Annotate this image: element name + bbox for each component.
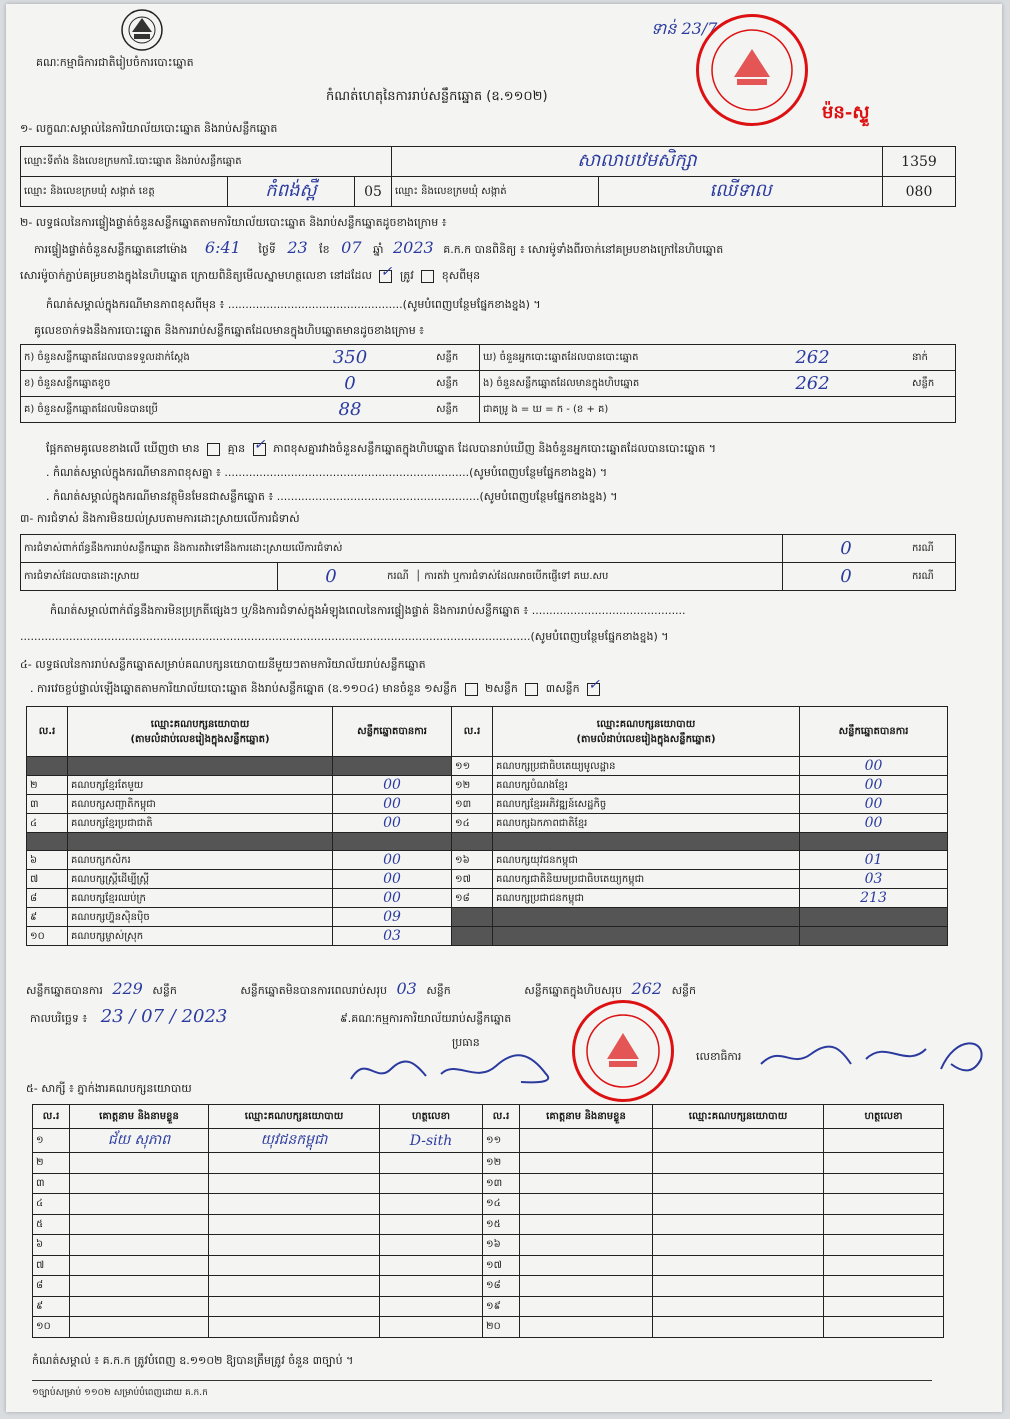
w-col-sign-left: ហត្ថលេខា: [380, 1105, 483, 1129]
table-row: [33, 1276, 944, 1297]
party-no: ១៨: [452, 889, 493, 908]
objection-r2-case2: ករណី: [909, 563, 956, 591]
witness-name: [70, 1235, 209, 1256]
witness-name: [70, 1255, 209, 1276]
witness-party: [209, 1153, 380, 1174]
no-label: ខុសពីមុន: [441, 269, 481, 282]
party-no: [27, 833, 68, 851]
party-no: ១៧: [452, 870, 493, 889]
witness-party: [653, 1296, 824, 1317]
party-no: ១៦: [452, 851, 493, 870]
packing-2: ២សន្លឹក: [485, 682, 518, 695]
table-row: [27, 776, 948, 795]
count-d-unit: នាក់: [909, 345, 956, 371]
col-party-right-sub: (តាមលំដាប់លេខរៀងក្នុងសន្លឹកឆ្នោត): [576, 733, 716, 745]
section2-line3: កំណត់សម្គាល់ក្នុងករណីមានភាពខុសពីមុន ៖ ..................................................(សូមបំពេញបន្ថែមផ្នែកខាងខ្នង) ។: [46, 298, 541, 311]
witness-no: ៣: [33, 1173, 70, 1194]
party-name: គណបក្សខ្មែរអភិវឌ្ឍន៍សេដ្ឋកិច្ច: [493, 795, 800, 814]
checkbox-1-sheet[interactable]: [465, 683, 478, 696]
table-row: [33, 1173, 944, 1194]
party-votes: 00: [333, 795, 452, 814]
party-votes: 00: [800, 795, 948, 814]
objection-r2-label2: ករណី │ ការតវ៉ា ឬការជំទាស់ដែលអាចបើកផ្ញើទៅ គឃ.សប: [384, 563, 783, 591]
w-col-sign-right: ហត្ថលេខា: [824, 1105, 944, 1129]
party-no: [27, 757, 68, 776]
compare-b: គ្មាន: [227, 442, 246, 455]
section1-table: [20, 146, 956, 207]
org-name: គណៈកម្មាធិការជាតិរៀបចំការបោះឆ្នោត: [36, 56, 194, 69]
packing-3: ៣សន្លឹក: [545, 682, 580, 695]
checkbox-3-sheets[interactable]: ✓: [587, 683, 600, 696]
note1: . កំណត់សម្គាល់ក្នុងករណីមានភាពខុសគ្នា ៖ ......................................................................(សូមបំពេញបន្ថែមផ្នែកខាងខ្នង) ។: [46, 466, 608, 479]
section2-line4: គូលេខចាក់ទងនឹងការបោះឆ្នោត និងការរាប់សន្លឹកឆ្នោតដែលមានក្នុងហិបឆ្នោតមានដូចខាងក្រោម ៖: [34, 324, 425, 337]
witness-party: [653, 1235, 824, 1256]
count-a-value: 350: [267, 345, 433, 371]
invalid-value: 03: [396, 979, 417, 998]
party-votes: 00: [333, 870, 452, 889]
w-col-name-left: គោត្តនាម និងនាមខ្លួន: [70, 1105, 209, 1129]
party-no: ៩: [27, 908, 68, 927]
section3-title: ៣- ការជំទាស់ និងការមិនយល់ស្របតាមការដោះស្រាយលើការជំទាស់: [20, 512, 300, 525]
objection-r2-case: ករណី: [387, 571, 409, 582]
compare-line: [46, 436, 716, 456]
w-col-party-left: ឈ្មោះគណបក្សនយោបាយ: [209, 1105, 380, 1129]
witness-signature: [824, 1317, 944, 1338]
valid-value: 229: [112, 979, 143, 998]
party-no: ៨: [27, 889, 68, 908]
witness-signature: [824, 1153, 944, 1174]
col-party-left-sub: (តាមលំដាប់លេខរៀងក្នុងសន្លឹកឆ្នោត): [130, 733, 270, 745]
witness-no: ១១: [483, 1129, 520, 1153]
witness-signature: [380, 1255, 483, 1276]
results-table: [26, 706, 948, 946]
witness-signature: [824, 1235, 944, 1256]
count-b-label: ខ) ចំនួនសន្លឹកឆ្នោតខូច: [21, 371, 268, 397]
party-votes: 03: [333, 927, 452, 946]
w-col-no-right: ល.រ: [483, 1105, 520, 1129]
col-party-left: [68, 707, 333, 757]
row2-code: 05: [355, 177, 392, 207]
witness-signature: [380, 1317, 483, 1338]
totals-line: [26, 979, 697, 998]
chair-label: ប្រធាន: [452, 1036, 480, 1049]
row2-label: ឈ្មោះ និងលេខក្រមឃុំ សង្កាត់ ខេត្ត: [21, 177, 228, 207]
witness-party: [209, 1235, 380, 1256]
party-no: ៦: [27, 851, 68, 870]
valid-label: សន្លឹកឆ្នោតបានការ: [26, 984, 103, 997]
witness-party: [209, 1276, 380, 1297]
witness-name: [520, 1317, 653, 1338]
party-name: គណបក្សឯកភាពជាតិខ្មែរ: [493, 814, 800, 833]
party-stamp-label: ម៉ន-ស្ទួ: [822, 102, 870, 123]
witness-party: [653, 1194, 824, 1215]
table-row: [27, 757, 948, 776]
party-no: ៧: [27, 870, 68, 889]
packing-line: [30, 676, 604, 696]
yes-label: ត្រូវ: [399, 269, 414, 282]
committee-seal: [572, 1000, 674, 1102]
party-name: គណបក្សកសិករ: [68, 851, 333, 870]
witness-no: ២: [33, 1153, 70, 1174]
table-row: [33, 1317, 944, 1338]
party-votes: [800, 908, 948, 927]
note2: . កំណត់សម្គាល់ក្នុងករណីមានវត្ថុមិនមែនជាសន្លឹកឆ្នោត ៖ ..........................................................(សូមបំពេញបន្ថែមផ្នែកខាងខ្នង) ។: [46, 490, 618, 503]
witness-name: [70, 1173, 209, 1194]
party-no: ៣: [27, 795, 68, 814]
witness-signature: [380, 1153, 483, 1174]
line2-text: សោរម៉ូចាក់ភ្ជាប់គម្របខាងក្នុងនៃហិបឆ្នោត ក្រោយពិនិត្យមើលស្នាមហត្ថលេខា នៅដដែល: [20, 269, 372, 282]
witness-body: [33, 1129, 944, 1338]
stamp-note: ទាន់ 23/7: [651, 19, 718, 38]
counts-table: [20, 344, 956, 423]
party-name: [493, 833, 800, 851]
checkbox-different[interactable]: [421, 270, 434, 283]
witness-no: ៦: [33, 1235, 70, 1256]
day-label: ថ្ងៃទី: [258, 243, 276, 256]
party-votes: 213: [800, 889, 948, 908]
count-a-label: ក) ចំនួនសន្លឹកឆ្នោតដែលបានទទួលដាក់ស្ដែង: [21, 345, 268, 371]
party-votes: 03: [800, 870, 948, 889]
table-row: [33, 1255, 944, 1276]
witness-signature: [380, 1276, 483, 1297]
party-no: ១២: [452, 776, 493, 795]
table-row: [27, 908, 948, 927]
count-c-value: 88: [267, 397, 433, 423]
section1-title: ១- លក្ខណៈសម្គាល់នៃការិយាល័យបោះឆ្នោត និងរាប់សន្លឹកឆ្នោត: [20, 122, 278, 135]
witness-name: [70, 1194, 209, 1215]
table-row: [27, 833, 948, 851]
row2-value2: ឈើទាល: [599, 177, 883, 207]
witness-no: ១២: [483, 1153, 520, 1174]
party-votes: 00: [333, 814, 452, 833]
party-no: [452, 927, 493, 946]
section4-title: ៤- លទ្ធផលនៃការរាប់សន្លឹកឆ្នោតសម្រាប់គណបក្សនយោបាយនីមួយៗតាមការិយាល័យរាប់សន្លឹកឆ្នោត: [20, 658, 426, 671]
witness-signature: [824, 1255, 944, 1276]
committee-label: ៩.គណៈកម្មការការិយាល័យរាប់សន្លឹកឆ្នោត: [340, 1012, 512, 1025]
party-no: ១០: [27, 927, 68, 946]
objection-r2-value: 0: [278, 563, 385, 591]
date-value: 23 / 07 / 2023: [100, 1006, 228, 1027]
witness-name: [520, 1214, 653, 1235]
col-votes-left: សន្លឹកឆ្នោតបានការ: [333, 707, 452, 757]
row2-label2: ឈ្មោះ និងលេខក្រមឃុំ សង្កាត់: [392, 177, 599, 207]
section2-title: ២- លទ្ធផលនៃការផ្ទៀងផ្ទាត់ចំនួនសន្លឹកឆ្នោតតាមការិយាល័យបោះឆ្នោត និងរាប់សន្លឹកឆ្នោតដូចខាងក្រោម ៖: [20, 216, 447, 229]
party-votes: 09: [333, 908, 452, 927]
witness-table: [32, 1104, 944, 1338]
check-year: 2023: [393, 238, 434, 257]
party-name: គណបក្សប្រជាជនកម្ពុជា: [493, 889, 800, 908]
witness-signature: [380, 1173, 483, 1194]
witness-party: យុវជនកម្ពុជា: [209, 1129, 380, 1153]
secretary-signature: [756, 1024, 996, 1088]
compare-c: ភាពខុសគ្នារវាងចំនួនសន្លឹកឆ្នោតក្នុងហិបឆ្នោត ដែលបានរាប់ឃើញ និងចំនួនអ្នកបោះឆ្នោតដែលបានបោះឆ្នោត ។: [273, 442, 716, 455]
total-value: 262: [631, 979, 663, 998]
party-votes: 00: [333, 851, 452, 870]
party-name: [493, 908, 800, 927]
witness-no: ១៩: [483, 1296, 520, 1317]
objection-r2-label2-text: ការតវ៉ា ឬការជំទាស់ដែលអាចបើកផ្ញើទៅ គឃ.សប: [424, 571, 609, 582]
check-day: 23: [287, 238, 308, 257]
w-col-party-right: ឈ្មោះគណបក្សនយោបាយ: [653, 1105, 824, 1129]
party-no: [452, 908, 493, 927]
witness-name: [520, 1276, 653, 1297]
form-page: [6, 4, 1002, 1412]
row2-value: កំពង់ស្ពឺ: [228, 177, 355, 207]
party-name: គណបក្សជាតិនិយមប្រជាធិបតេយ្យកម្ពុជា: [493, 870, 800, 889]
witness-name: [520, 1296, 653, 1317]
objection-table: [20, 534, 956, 591]
witness-party: [209, 1194, 380, 1215]
witness-signature: [824, 1194, 944, 1215]
party-no: ១៣: [452, 795, 493, 814]
secretary-label: លេខាធិការ: [696, 1050, 742, 1063]
section2-line1: [34, 238, 724, 257]
col-no-left: ល.រ: [27, 707, 68, 757]
table-row: [33, 1194, 944, 1215]
witness-party: [653, 1153, 824, 1174]
witness-party: [209, 1255, 380, 1276]
col-party-right-title: ឈ្មោះគណបក្សនយោបាយ: [596, 718, 696, 730]
party-name: គណបក្សសញ្ជាតិកម្ពុជា: [68, 795, 333, 814]
col-party-left-title: ឈ្មោះគណបក្សនយោបាយ: [150, 718, 250, 730]
section5-title: ៥- សាក្សី ៖ ភ្នាក់ងារគណបក្សនយោបាយ: [26, 1082, 192, 1095]
witness-no: ១៦: [483, 1235, 520, 1256]
witness-party: [209, 1214, 380, 1235]
witness-no: ៨: [33, 1276, 70, 1297]
party-no: ១៤: [452, 814, 493, 833]
witness-signature: [824, 1214, 944, 1235]
party-name: គណបក្សខ្មែរប្រជាជាតិ: [68, 814, 333, 833]
witness-no: ១៣: [483, 1173, 520, 1194]
row1-code: 1359: [883, 147, 956, 177]
row1-value: សាលាបឋមសិក្សា: [392, 147, 883, 177]
table-row: [33, 1214, 944, 1235]
party-name: គណបក្សម្ចាស់ស្រុក: [68, 927, 333, 946]
witness-name: [520, 1153, 653, 1174]
count-a-unit: សន្លឹក: [433, 345, 480, 371]
party-name: [493, 927, 800, 946]
witness-no: ២០: [483, 1317, 520, 1338]
checkbox-has-diff[interactable]: [207, 443, 220, 456]
witness-party: [653, 1129, 824, 1153]
objection-r2-label: ការជំទាស់ដែលបានដោះស្រាយ: [21, 563, 278, 591]
count-c-unit: សន្លឹក: [433, 397, 480, 423]
witness-signature: [380, 1235, 483, 1256]
count-d-value: 262: [716, 345, 909, 371]
table-row: [27, 851, 948, 870]
chair-signature: [346, 1044, 566, 1098]
table-row: [27, 889, 948, 908]
witness-party: [209, 1296, 380, 1317]
check-time-label: ការផ្ទៀងផ្ទាត់ចំនួនសន្លឹកឆ្នោតនៅម៉ោង: [34, 243, 188, 256]
witness-no: ៥: [33, 1214, 70, 1235]
witness-signature: [824, 1129, 944, 1153]
w-col-name-right: គោត្តនាម និងនាមខ្លួន: [520, 1105, 653, 1129]
objection-r1-value: 0: [783, 535, 910, 563]
year-label: ឆ្នាំ: [373, 243, 384, 256]
table-row: [33, 1153, 944, 1174]
checkbox-no-diff[interactable]: ✓: [253, 443, 266, 456]
date-line: [30, 1006, 228, 1027]
results-body: [27, 757, 948, 946]
total-unit: សន្លឹក: [671, 984, 697, 997]
witness-no: ១: [33, 1129, 70, 1153]
witness-signature: [380, 1194, 483, 1215]
checkbox-2-sheets[interactable]: [525, 683, 538, 696]
row1-label: ឈ្មោះទីតាំង និងលេខក្រមការិ.បោះឆ្នោត និងរាប់សន្លឹកឆ្នោត: [21, 147, 392, 177]
party-name: គណបក្សខ្មែរឈប់ក្រ: [68, 889, 333, 908]
official-seal: [696, 14, 808, 126]
party-no: ២: [27, 776, 68, 795]
witness-no: ១៥: [483, 1214, 520, 1235]
party-votes: 01: [800, 851, 948, 870]
witness-name: [520, 1129, 653, 1153]
col-party-right: [493, 707, 800, 757]
witness-name: [520, 1235, 653, 1256]
packing-text: . ការវេចខ្ចប់ផ្ទាល់ឡើងឆ្នោតតាមការិយាល័យបោះឆ្នោត និងរាប់សន្លឹកឆ្នោត (ឧ.១១០៤) មានចំនួន ១សន្លឹក: [30, 682, 458, 695]
witness-party: [653, 1214, 824, 1235]
witness-no: ១៨: [483, 1276, 520, 1297]
col-votes-right: សន្លឹកឆ្នោតបានការ: [800, 707, 948, 757]
objection-r1-case: ករណី: [909, 535, 956, 563]
table-row: [27, 814, 948, 833]
check-time: 6:41: [204, 238, 241, 257]
table-row: [33, 1129, 944, 1153]
witness-party: [653, 1317, 824, 1338]
party-name: គណបក្សខ្មែរតែមួយ: [68, 776, 333, 795]
date-label: កាលបរិច្ឆេទ ៖: [30, 1012, 88, 1025]
party-name: គណបក្សយុវជនកម្ពុជា: [493, 851, 800, 870]
section3-note: កំណត់សម្គាល់ពាក់ព័ន្ធនឹងការមិនប្រក្រតីផ្សេងៗ ឬ/និងការជំទាស់ក្នុងអំឡុងពេលនៃការផ្ទៀងផ្ទាត់ និងការរាប់សន្លឹកឆ្នោត ៖ ............................................: [50, 604, 686, 617]
form-title: កំណត់ហេតុនៃការរាប់សន្លឹកឆ្នោត (ឧ.១១០២): [326, 89, 548, 104]
witness-no: ៩: [33, 1296, 70, 1317]
formula: ជាគម្រូ ង = ឃ = ក - (ខ + គ): [480, 397, 956, 423]
row2-code2: 080: [883, 177, 956, 207]
count-e-label: ង) ចំនួនសន្លឹកឆ្នោតដែលមានក្នុងហិបឆ្នោត: [480, 371, 717, 397]
party-name: គណបក្សស្ត្រីដើម្បីស្ត្រី: [68, 870, 333, 889]
checkbox-same[interactable]: ✓: [379, 270, 392, 283]
count-b-value: 0: [267, 371, 433, 397]
valid-unit: សន្លឹក: [152, 984, 177, 997]
table-row: [33, 1235, 944, 1256]
party-votes: 00: [333, 776, 452, 795]
party-name: គណបក្សប្រជាធិបតេយ្យមូលដ្ឋាន: [493, 757, 800, 776]
witness-signature: [824, 1173, 944, 1194]
w-col-no-left: ល.រ: [33, 1105, 70, 1129]
footer-divider: [32, 1380, 932, 1381]
month-label: ខែ: [319, 243, 330, 256]
objection-r1-label: ការជំទាស់ពាក់ព័ន្ធនឹងការរាប់សន្លឹកឆ្នោត និងការតវ៉ាទៅនឹងការដោះស្រាយលើការជំទាស់: [21, 535, 783, 563]
witness-party: [653, 1276, 824, 1297]
party-votes: [800, 833, 948, 851]
party-name: គណបក្សបំណងខ្មែរ: [493, 776, 800, 795]
witness-party: [653, 1255, 824, 1276]
compare-a: ផ្អែកតាមគូលេខខាងលើ ឃើញថា មាន: [46, 442, 200, 455]
section3-note-b: ..................................................................................................................................................(សូមបំពេញបន្ថែមផ្នែកខាងខ្នង) ។: [20, 630, 669, 643]
party-votes: 00: [333, 889, 452, 908]
witness-signature: [380, 1296, 483, 1317]
line1-rest: គ.ក.ក បានពិនិត្យ ៖ សោរម៉ូទាំងពីរចាក់នៅគម្របខាងក្រៅនៃហិបឆ្នោត: [443, 243, 724, 256]
table-row: [33, 1296, 944, 1317]
witness-signature: [380, 1214, 483, 1235]
witness-name: ជ័យ សុភាព: [70, 1129, 209, 1153]
witness-name: [70, 1153, 209, 1174]
check-month: 07: [341, 238, 362, 257]
party-name: គណបក្សហ្វ៊ុនស៊ិនប៉ិច: [68, 908, 333, 927]
witness-name: [70, 1276, 209, 1297]
footer-note: កំណត់សម្គាល់ ៖ គ.ក.ក ត្រូវបំពេញ ឧ.១១០២ ឱ្យបានត្រឹមត្រូវ ចំនួន ៣ច្បាប់ ។: [32, 1354, 354, 1367]
table-row: [27, 795, 948, 814]
party-name: [68, 757, 333, 776]
table-row: [27, 870, 948, 889]
witness-signature: [824, 1276, 944, 1297]
party-votes: [800, 927, 948, 946]
party-votes: 00: [800, 757, 948, 776]
section2-line2: [20, 263, 481, 283]
party-votes: [333, 757, 452, 776]
witness-name: [520, 1255, 653, 1276]
count-e-value: 262: [716, 371, 909, 397]
col-no-right: ល.រ: [452, 707, 493, 757]
witness-name: [70, 1214, 209, 1235]
invalid-unit: សន្លឹក: [426, 984, 451, 997]
footer-form-note: ១ច្បាប់សម្រាប់ ១១០២ សម្រាប់បំពេញដោយ គ.ក.ក: [32, 1388, 208, 1398]
witness-no: ១៤: [483, 1194, 520, 1215]
witness-name: [520, 1194, 653, 1215]
witness-signature: [824, 1296, 944, 1317]
witness-no: ១០: [33, 1317, 70, 1338]
party-votes: 00: [800, 776, 948, 795]
witness-name: [70, 1296, 209, 1317]
party-no: ១១: [452, 757, 493, 776]
party-name: [68, 833, 333, 851]
witness-name: [70, 1317, 209, 1338]
party-no: ៤: [27, 814, 68, 833]
party-votes: 00: [800, 814, 948, 833]
witness-name: [520, 1173, 653, 1194]
witness-party: [209, 1317, 380, 1338]
invalid-label: សន្លឹកឆ្នោតមិនបានការពេលរាប់សរុប: [240, 984, 387, 997]
witness-no: ៤: [33, 1194, 70, 1215]
witness-party: [653, 1173, 824, 1194]
witness-signature: D-sith: [380, 1129, 483, 1153]
party-votes: [333, 833, 452, 851]
table-row: [27, 927, 948, 946]
count-d-label: ឃ) ចំនួនអ្នកបោះឆ្នោតដែលបានបោះឆ្នោត: [480, 345, 717, 371]
emblem-logo: [106, 8, 178, 52]
witness-no: ៧: [33, 1255, 70, 1276]
witness-party: [209, 1173, 380, 1194]
count-e-unit: សន្លឹក: [909, 371, 956, 397]
count-b-unit: សន្លឹក: [433, 371, 480, 397]
total-label: សន្លឹកឆ្នោតក្នុងហិបសរុប: [524, 984, 623, 997]
witness-no: ១៧: [483, 1255, 520, 1276]
objection-r2-value2: 0: [783, 563, 910, 591]
party-no: [452, 833, 493, 851]
count-c-label: គ) ចំនួនសន្លឹកឆ្នោតដែលមិនបានប្រើ: [21, 397, 268, 423]
